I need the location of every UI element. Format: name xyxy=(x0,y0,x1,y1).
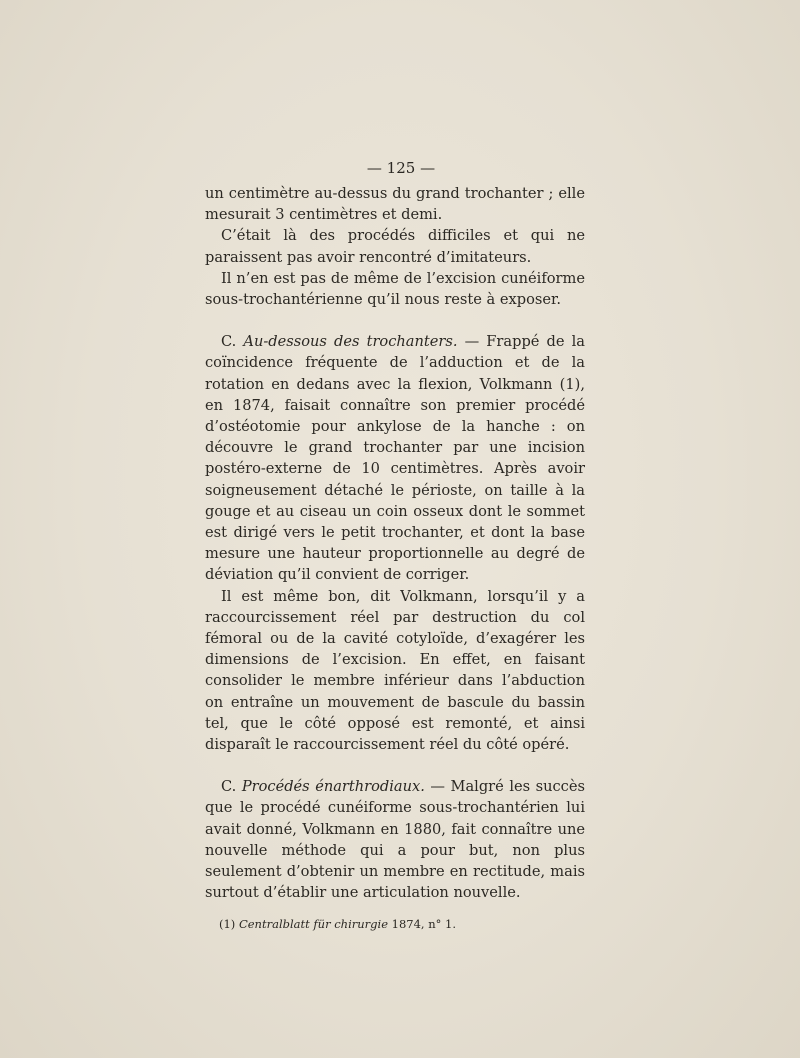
text-block xyxy=(205,158,585,932)
paragraph-6-body: — Malgré les succès que le procédé cunéiforme sous-trochantérien lui avait donné, Volkmann en 1880, fait connaître une nouvelle méthode qui a pour but, non plus seulement d’obtenir un membre en rectitude, mais surtout d’établir une articulation nouvelle. xyxy=(205,778,585,902)
paragraph-1: un centimètre au-dessus du grand trochanter ; elle mesurait 3 centimètres et demi. xyxy=(205,185,585,224)
section-title-trochanters: Au-dessous des trochanters. xyxy=(243,333,458,351)
paragraph-gap xyxy=(205,755,585,776)
paragraph-3: Il n’en est pas de même de l’excision cunéiforme sous-trochantérienne qu’il nous reste à exposer. xyxy=(205,269,585,309)
section-title-enarthrodial: Procédés énarthrodiaux. xyxy=(241,778,425,796)
paragraph-4 xyxy=(205,331,585,585)
paragraph-4-body: — Frappé de la coïncidence fréquente de l’adduction et de la rotation en dedans avec la flexion, Volkmann (1), en 1874, faisait connaître son premier procédé d’ostéotomie pour ankylose de la hanche : on découvre le grand trochanter par une incision postéro-externe de 10 centimètres. Après avoir soigneusement détaché le périoste, on taille à la gouge et au ciseau un coin osseux dont le sommet est dirigé vers le petit trochanter, et dont la base mesure une hauteur proportionnelle au degré de déviation qu’il convient de corriger. xyxy=(205,333,585,584)
paragraph-gap xyxy=(205,310,585,331)
section-letter: C. xyxy=(221,778,242,796)
paragraph-2: C’était là des procédés difficiles et qui ne paraissent pas avoir rencontré d’imitateurs. xyxy=(205,227,585,266)
footnote-detail: 1874, n° 1. xyxy=(388,916,457,931)
section-letter: C. xyxy=(221,333,244,351)
paragraph-5: Il est même bon, dit Volkmann, lorsqu’il y a raccourcissement réel par destruction du col fémoral ou de la cavité cotyloïde, d’exagérer les dimensions de l’excision. En effet, en faisant consolider le membre inférieur dans l’abduction on entraîne un mouvement de bascule du bassin tel, que le côté opposé est remonté, et ainsi disparaît le raccourcissement réel du côté opéré. xyxy=(205,587,585,754)
footnote-marker: (1) xyxy=(219,916,239,931)
footnote-source: Centralblatt für chirurgie xyxy=(238,916,388,931)
paragraph-6 xyxy=(205,776,585,903)
footnote xyxy=(205,916,585,932)
page-number: — 125 — xyxy=(366,159,436,177)
